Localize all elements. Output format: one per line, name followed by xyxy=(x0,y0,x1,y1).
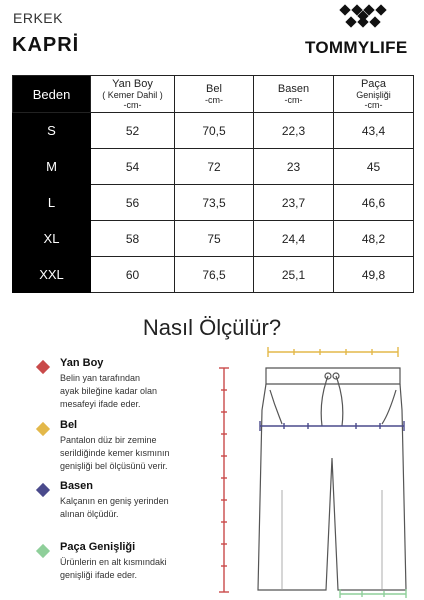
legend-text-paca xyxy=(60,556,210,582)
column-header-bel xyxy=(175,76,254,113)
size-cell: M xyxy=(13,149,91,185)
column-header-size: Beden xyxy=(13,76,91,113)
brand-name: TOMMYLIFE xyxy=(305,38,408,57)
basen-cell: 23 xyxy=(254,149,334,185)
legend-line: Kalçanın en geniş yerinden xyxy=(60,496,169,506)
yan-boy-cell: 60 xyxy=(91,257,175,293)
basen-cell: 23,7 xyxy=(254,185,334,221)
legend-line: genişliği ifade eder. xyxy=(60,570,138,580)
table-row xyxy=(13,149,414,185)
column-header-unit: -cm- xyxy=(123,99,142,110)
subtitle: ERKEK xyxy=(13,10,63,26)
column-header-paca xyxy=(334,76,414,113)
paca-marker-icon xyxy=(36,544,50,558)
legend-title-basen: Basen xyxy=(60,480,94,492)
column-header-label: Yan Boy xyxy=(112,77,153,90)
bel-cell: 73,5 xyxy=(175,185,254,221)
bel-cell: 72 xyxy=(175,149,254,185)
column-header-basen xyxy=(254,76,334,113)
bel-measure xyxy=(268,347,398,357)
column-header-sub: Genişliği xyxy=(356,89,391,100)
legend-text-yan-boy xyxy=(60,372,210,411)
paca-cell: 45 xyxy=(334,149,414,185)
size-cell: S xyxy=(13,113,91,149)
yan-boy-marker-icon xyxy=(36,360,50,374)
legend-title-bel: Bel xyxy=(60,419,78,431)
size-cell: XL xyxy=(13,221,91,257)
size-table xyxy=(12,75,414,293)
legend-line: Belin yan tarafından xyxy=(60,373,141,383)
table-header-row xyxy=(13,76,414,113)
legend-text-bel xyxy=(60,434,210,473)
yan-boy-cell: 54 xyxy=(91,149,175,185)
column-header-unit: -cm- xyxy=(364,99,383,110)
capri-measurement-diagram xyxy=(210,340,418,600)
yan-boy-cell: 56 xyxy=(91,185,175,221)
column-header-sub: ( Kemer Dahil ) xyxy=(102,89,163,100)
yan-boy-cell: 52 xyxy=(91,113,175,149)
bel-cell: 75 xyxy=(175,221,254,257)
basen-cell: 22,3 xyxy=(254,113,334,149)
basen-cell: 25,1 xyxy=(254,257,334,293)
basen-marker-icon xyxy=(36,483,50,497)
legend-line: mesafeyi ifade eder. xyxy=(60,399,141,409)
paca-cell: 48,2 xyxy=(334,221,414,257)
size-cell: XXL xyxy=(13,257,91,293)
column-header-label: Basen xyxy=(277,82,310,95)
paca-cell: 49,8 xyxy=(334,257,414,293)
table-row xyxy=(13,257,414,293)
size-cell: L xyxy=(13,185,91,221)
column-header-unit: -cm- xyxy=(205,94,223,105)
bel-marker-icon xyxy=(36,422,50,436)
paca-cell: 43,4 xyxy=(334,113,414,149)
yan-boy-cell: 58 xyxy=(91,221,175,257)
table-row xyxy=(13,185,414,221)
legend-title-paca: Paça Genişliği xyxy=(60,541,136,553)
column-header-label: Bel xyxy=(206,82,222,95)
column-header-label: Paça xyxy=(360,77,387,90)
legend-text-basen xyxy=(60,495,210,521)
legend-title-yan-boy: Yan Boy xyxy=(60,357,104,369)
guide-title: Nasıl Ölçülür? xyxy=(142,315,282,340)
brand-logo-icon xyxy=(338,3,388,33)
column-header-yan-boy xyxy=(91,76,175,113)
yan-boy-measure xyxy=(219,368,229,592)
legend-line: serildiğinde kemer kısmının xyxy=(60,448,170,458)
table-row xyxy=(13,113,414,149)
paca-cell: 46,6 xyxy=(334,185,414,221)
bel-cell: 70,5 xyxy=(175,113,254,149)
table-row xyxy=(13,221,414,257)
legend-line: alınan ölçüdür. xyxy=(60,509,119,519)
garment-outline xyxy=(258,368,406,590)
basen-cell: 24,4 xyxy=(254,221,334,257)
page-title: KAPRİ xyxy=(12,34,80,56)
legend-line: Pantalon düz bir zemine xyxy=(60,435,157,445)
legend-line: ayak bileğine kadar olan xyxy=(60,386,158,396)
legend-line: genişliği bel ölçüsünü verir. xyxy=(60,461,168,471)
column-header-unit: -cm- xyxy=(284,94,303,105)
bel-cell: 76,5 xyxy=(175,257,254,293)
legend-line: Ürünlerin en alt kısmındaki xyxy=(60,557,167,567)
